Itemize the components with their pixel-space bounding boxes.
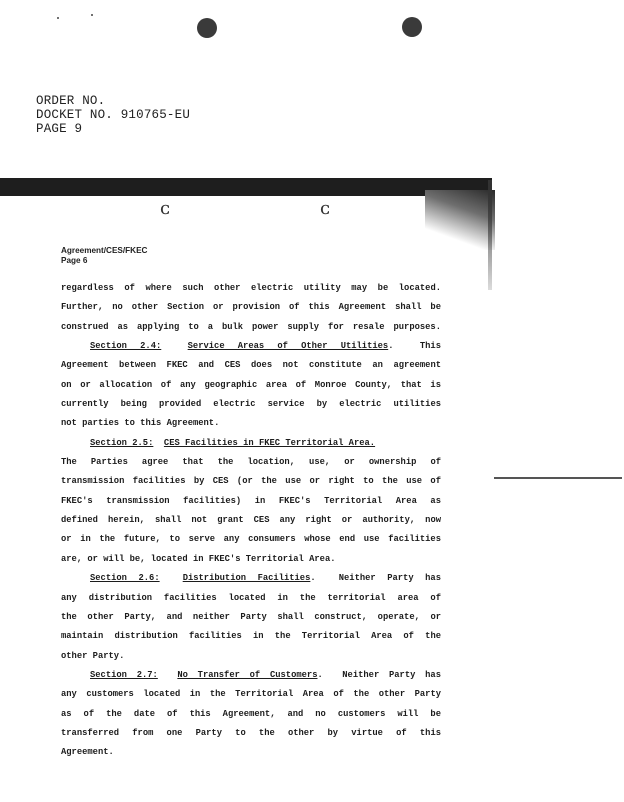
text-line: The Parties agree that the location, use, or ownership of xyxy=(61,457,441,468)
section-heading: Distribution Facilities xyxy=(182,573,311,584)
text-line: are, or will be, located in FKEC's Territorial Area. xyxy=(61,553,336,564)
text-line: other Party. xyxy=(61,650,125,661)
text-fragment: This xyxy=(419,341,441,352)
text-line: FKEC's transmission facilities) in FKEC's Territorial Area as xyxy=(61,495,441,506)
text-fragment: Neither Party has xyxy=(338,573,441,584)
text-line: on or allocation of any geographic area of Monroe County, that is xyxy=(61,379,441,390)
text-line: transmission facilities by CES (or the use or right to the use of xyxy=(61,476,441,487)
section-heading-line: Section 2.6: Distribution Facilities. Neither Party has xyxy=(90,573,441,584)
speck xyxy=(91,14,93,16)
text-line: Further, no other Section or provision of this Agreement shall be xyxy=(61,302,441,313)
text-line: transferred from one Party to the other by virtue of this xyxy=(61,727,441,738)
punch-hole-left xyxy=(197,18,217,38)
section-number: Section 2.4: xyxy=(90,341,162,352)
agreement-title: Agreement/CES/FKEC xyxy=(61,246,148,255)
text-line: any distribution facilities located in the territorial area of xyxy=(61,592,441,603)
section-heading: No Transfer of Customers xyxy=(177,669,318,680)
text-fragment: Neither Party has xyxy=(342,669,441,680)
order-header xyxy=(36,94,190,136)
section-heading-line: Section 2.4: Service Areas of Other Utilities. This xyxy=(90,341,441,352)
text-line: regardless of where such other electric utility may be located. xyxy=(61,283,441,293)
section-heading: Service Areas of Other Utilities xyxy=(187,341,389,352)
scan-shadow-tail xyxy=(488,180,492,290)
text-line: construed as applying to a bulk power supply for resale purposes. xyxy=(61,321,441,332)
section-heading-line: Section 2.7: No Transfer of Customers. Neither Party has xyxy=(90,669,441,680)
docket-number: DOCKET NO. 910765-EU xyxy=(36,108,191,122)
text-line: currently being provided electric service by electric utilities xyxy=(61,399,441,410)
text-line: Agreement between FKEC and CES does not constitute an agreement xyxy=(61,360,441,371)
text-line: the other Party, and neither Party shall construct, operate, or xyxy=(61,611,441,622)
section-number: Section 2.6: xyxy=(90,573,160,584)
agreement-header xyxy=(61,246,147,266)
text-line: or in the future, to serve any consumers whose end use facilities xyxy=(61,534,441,545)
text-line: any customers located in the Territorial Area of the other Party xyxy=(61,689,441,700)
section-number: Section 2.5: xyxy=(90,437,154,448)
text-line: Agreement. xyxy=(61,747,114,758)
scan-shadow-edge xyxy=(425,190,495,250)
binder-ring-left: ᴄ xyxy=(160,198,171,219)
text-line: maintain distribution facilities in the Territorial Area of the xyxy=(61,631,441,642)
section-heading-line xyxy=(61,434,441,453)
binder-ring-right: ᴄ xyxy=(320,198,331,219)
agreement-body xyxy=(61,279,441,763)
agreement-page: Page 6 xyxy=(61,256,88,265)
scan-artifact-line xyxy=(494,477,622,479)
punch-hole-right xyxy=(402,17,422,37)
section-heading: CES Facilities in FKEC Territorial Area. xyxy=(163,437,376,448)
text-line: as of the date of this Agreement, and no customers will be xyxy=(61,708,441,719)
speck xyxy=(57,17,59,19)
scan-shadow-band xyxy=(0,178,492,196)
page-number: PAGE 9 xyxy=(36,122,83,136)
text-line: not parties to this Agreement. xyxy=(61,418,220,429)
text-line: defined herein, shall not grant CES any right or authority, now xyxy=(61,515,441,526)
section-number: Section 2.7: xyxy=(90,669,158,680)
order-number: ORDER NO. xyxy=(36,94,106,108)
